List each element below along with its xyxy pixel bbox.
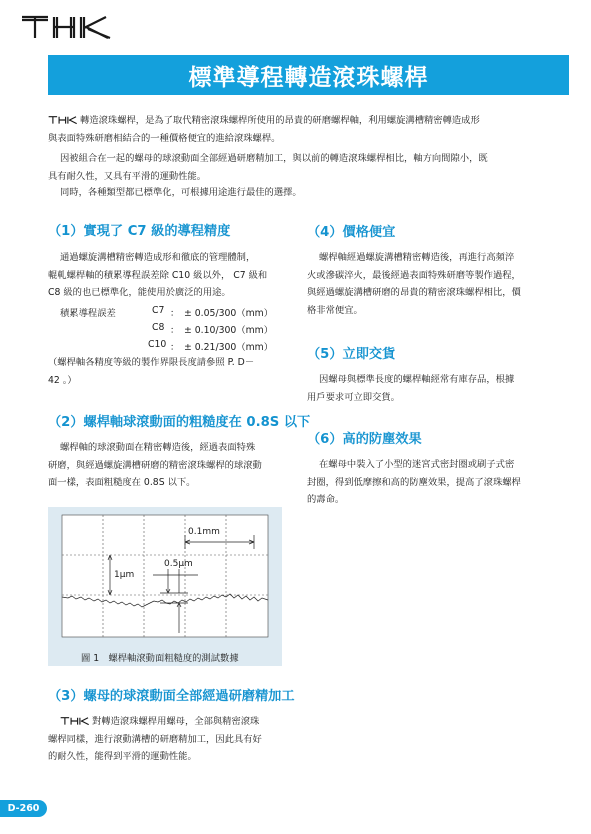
body-line: 火或滲碳淬火，最後經過表面特殊研磨等製作過程，	[307, 269, 521, 281]
body-line: 螺桿同樣，進行滾動溝槽的研磨精加工，因此具有好	[48, 733, 262, 745]
section-4-heading: （4）價格便宜	[307, 225, 396, 240]
section-6-body	[307, 456, 557, 509]
section-2-body	[48, 439, 288, 492]
intro-p1-line: 與表面特殊研磨相結合的一種價格便宜的進給滾珠螺桿。	[48, 132, 281, 144]
body-line: 通過螺旋溝槽精密轉造成形和徹底的管理體制，	[60, 252, 256, 263]
thk-logo	[20, 13, 112, 41]
body-line: 對轉造滾珠螺桿用螺母，全部與精密滾珠	[48, 713, 288, 731]
intro-paragraph-1	[48, 112, 578, 147]
body-line: 的耐久性，能得到平滑的運動性能。	[48, 751, 197, 762]
scale-label-01mm: 0.1mm	[188, 527, 220, 537]
tolerance-colon: ：	[170, 325, 180, 336]
tolerance-colon: ：	[170, 308, 180, 319]
tolerance-row-c7	[60, 305, 290, 321]
body-line: 的壽命。	[307, 494, 345, 505]
page-title: 標準導程轉造滾珠螺桿	[48, 55, 569, 95]
body-line: 與經過螺旋溝槽研磨的昂貴的精密滾珠螺桿相比，價	[307, 287, 521, 298]
body-line: 螺桿軸的球滾動面在精密轉造後，經過表面特殊	[60, 442, 256, 453]
tolerance-value: ± 0.05/300（mm）	[184, 308, 274, 319]
intro-paragraph-2	[48, 150, 580, 185]
body-line: 在螺母中裝入了小型的迷宮式密封圈或刷子式密	[319, 459, 515, 470]
section-2-heading: （2）螺桿軸球滾動面的粗糙度在 0.8S 以下	[48, 415, 311, 430]
intro-p2-line: 具有耐久性，又具有平滑的運動性能。	[48, 170, 207, 182]
scale-label-1um: 1μm	[114, 570, 135, 580]
tolerance-value: ± 0.10/300（mm）	[184, 325, 274, 336]
roughness-figure	[48, 507, 282, 666]
body-line: 因螺母與標準長度的螺桿軸經常有庫存品，根據	[319, 374, 515, 385]
tolerance-grade: C8	[152, 322, 165, 333]
body-line: 輥軋螺桿軸的積累導程誤差除 C10 級以外， C7 級和	[48, 269, 268, 281]
section-1-heading: （1）實現了 C7 級的導程精度	[48, 224, 231, 239]
tolerance-grade: C7	[152, 305, 165, 316]
tolerance-value: ± 0.21/300（mm）	[184, 342, 274, 353]
roughness-chart	[48, 507, 282, 666]
body-line: 螺桿軸經過螺旋溝槽精密轉造後，再進行高頻淬	[319, 252, 515, 263]
section-3-heading: （3）螺母的球滾動面全部經過研磨精加工	[48, 689, 295, 704]
figure-caption: 圖 1 螺桿軸滾動面粗糙度的測試數據	[81, 653, 239, 664]
tolerance-label: 積累導程誤差	[60, 308, 116, 319]
scale-label-05um: 0.5μm	[164, 559, 193, 569]
page-number: D-260	[0, 800, 47, 817]
body-line: 研磨，與經過螺旋溝槽研磨的精密滾珠螺桿的球滾動	[48, 459, 262, 471]
tolerance-row-c8	[60, 322, 290, 338]
body-line: 面一樣，表面粗糙度在 0.8S 以下。	[48, 477, 196, 488]
section-1-note	[48, 354, 288, 389]
section-4-body	[307, 249, 557, 319]
intro-paragraph-3: 同時，各種類型都已標準化，可根據用途進行最佳的選擇。	[60, 187, 302, 198]
body-line: 用戶要求可立即交貨。	[307, 391, 400, 403]
note-line: 42 。）	[48, 374, 77, 386]
thk-inline-logo	[60, 716, 90, 726]
body-line: C8 級的也已標準化，能使用於廣泛的用途。	[48, 287, 231, 298]
section-6-heading: （6）高的防塵效果	[307, 432, 422, 447]
tolerance-grade: C10	[148, 339, 167, 350]
thk-inline-logo	[48, 115, 78, 125]
section-3-body	[48, 713, 288, 766]
section-5-body	[307, 371, 557, 406]
section-5-heading: （5）立即交貨	[307, 347, 396, 362]
body-line: 格非常便宜。	[307, 304, 363, 316]
intro-p2-line: 因被組合在一起的螺母的球滾動面全部經過研磨精加工，與以前的轉造滾珠螺桿相比，軸方向間隙小，既	[60, 153, 488, 164]
body-line: 封圈，得到低摩擦和高的防塵效果，提高了滾珠螺桿	[307, 476, 521, 488]
intro-p1-line: 轉造滾珠螺桿，是為了取代精密滾珠螺桿所使用的昂貴的研磨螺桿軸，利用螺旋溝槽精密轉造成形	[48, 112, 578, 130]
section-1-body	[48, 249, 288, 302]
tolerance-row-c10	[60, 339, 290, 355]
tolerance-colon: ：	[170, 342, 180, 353]
note-line: （螺桿軸各精度等級的製作界限長度請參照 P. D－	[48, 357, 255, 368]
